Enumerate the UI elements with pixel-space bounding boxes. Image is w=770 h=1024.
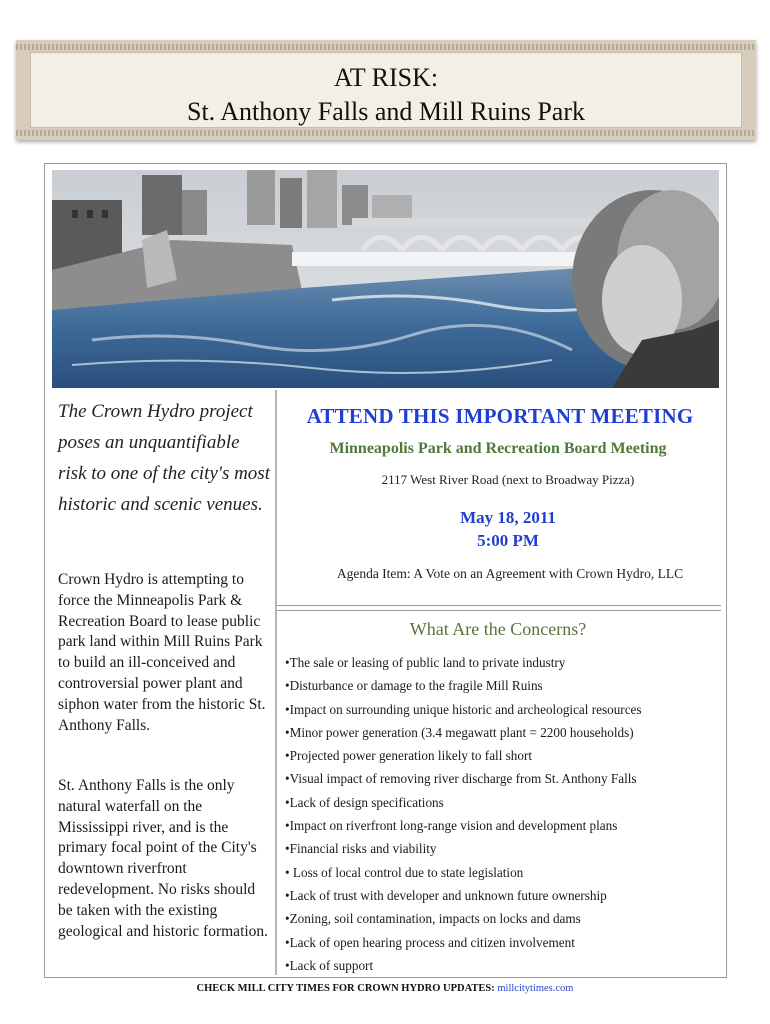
concern-item: •Visual impact of removing river discharge from St. Anthony Falls xyxy=(285,771,637,787)
meeting-time: 5:00 PM xyxy=(477,531,539,550)
concern-item: •Minor power generation (3.4 megawatt plant = 2200 households) xyxy=(285,724,634,740)
concern-item: •The sale or leasing of public land to private industry xyxy=(285,655,566,670)
concern-item: •Financial risks and viability xyxy=(285,841,437,857)
page-title xyxy=(31,61,741,129)
falls-photo xyxy=(52,170,719,388)
meeting-address: 2117 West River Road (next to Broadway Pizza) xyxy=(381,472,635,487)
concern-item: •Projected power generation likely to fall short xyxy=(285,748,533,764)
concern-item: •Zoning, soil contamination, impacts on locks and dams xyxy=(285,911,581,927)
footer-note xyxy=(0,983,770,994)
concern-item: •Lack of open hearing process and citizen involvement xyxy=(285,934,575,950)
falls-paragraph: St. Anthony Falls is the only natural waterfall on the Mississippi river, and is the primary focal point of the City's downtown riverfront redevelopment. No risks should be taken with the existing geological and historic formation. xyxy=(58,777,269,940)
concern-item: •Lack of design specifications xyxy=(285,794,444,810)
falls-photo-image xyxy=(52,170,719,388)
meeting-date: May 18, 2011 xyxy=(460,508,556,527)
intro-paragraph: Crown Hydro is attempting to force the Minneapolis Park & Recreation Board to lease public park land within Mill Ruins Park to build an ill-conceived and controversial power plant and siphon water from the historic St. Anthony Falls. xyxy=(58,571,266,734)
banner-panel xyxy=(30,52,742,128)
footer-text: CHECK MILL CITY TIMES FOR CROWN HYDRO UPDATES: xyxy=(196,983,495,994)
banner-stripe-top xyxy=(16,44,756,50)
meeting-datetime xyxy=(280,506,736,552)
concerns-list xyxy=(285,651,725,977)
pull-quote: The Crown Hydro project poses an unquantifiable risk to one of the city's most historic and scenic venues. xyxy=(58,401,270,515)
banner-stripe-bottom xyxy=(16,130,756,136)
title-line-2: St. Anthony Falls and Mill Ruins Park xyxy=(187,97,585,126)
concern-item: •Lack of support xyxy=(285,957,374,973)
section-divider xyxy=(277,605,721,611)
title-banner xyxy=(16,40,756,140)
concern-item: •Lack of trust with developer and unknown future ownership xyxy=(285,887,607,903)
concerns-heading: What Are the Concerns? xyxy=(409,619,587,639)
agenda-item: Agenda Item: A Vote on an Agreement with Crown Hydro, LLC xyxy=(336,566,684,581)
concern-item: •Impact on surrounding unique historic and archeological resources xyxy=(285,701,642,717)
board-meeting-name: Minneapolis Park and Recreation Board Meeting xyxy=(329,440,667,457)
title-line-1: AT RISK: xyxy=(333,63,439,92)
footer-link[interactable]: millcitytimes.com xyxy=(497,983,574,994)
concern-item: • Loss of local control due to state legislation xyxy=(285,864,524,880)
meeting-heading: ATTEND THIS IMPORTANT MEETING xyxy=(306,404,694,428)
concern-item: •Impact on riverfront long-range vision and development plans xyxy=(285,818,618,834)
concern-item: •Disturbance or damage to the fragile Mill Ruins xyxy=(285,678,543,694)
